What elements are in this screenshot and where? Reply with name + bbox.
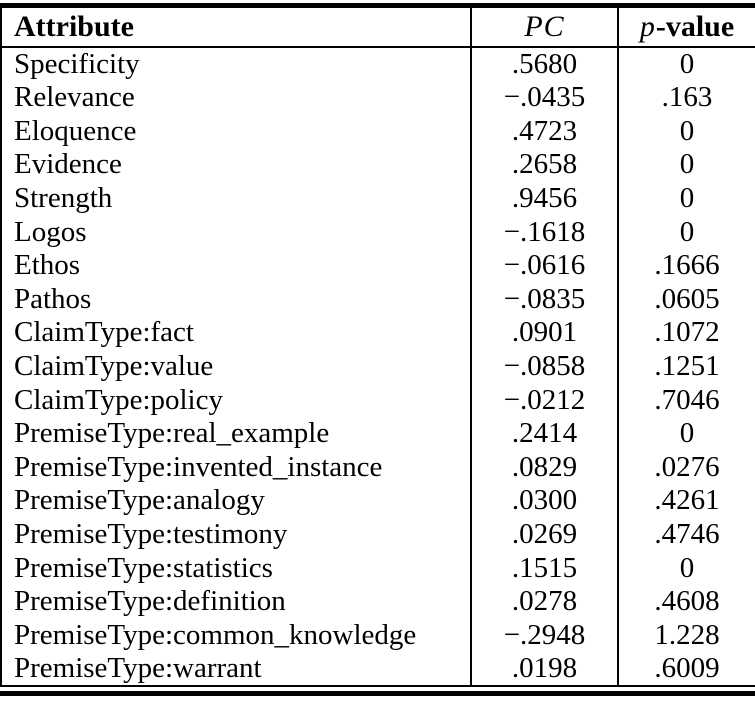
cell-p-value: 0: [618, 551, 755, 585]
table-row: [1, 249, 755, 283]
cell-attribute: Logos: [1, 215, 471, 249]
cell-attribute: Ethos: [1, 249, 471, 283]
table-row: [1, 182, 755, 216]
header-pc: [471, 8, 618, 47]
cell-p-value: 1.228: [618, 619, 755, 653]
cell-attribute: Eloquence: [1, 115, 471, 149]
table-row: [1, 383, 755, 417]
table-row: [1, 283, 755, 317]
table-row: [1, 518, 755, 552]
cell-attribute: PremiseType:definition: [1, 585, 471, 619]
header-row: [1, 8, 755, 47]
table-row: [1, 652, 755, 686]
cell-p-value: .0276: [618, 451, 755, 485]
cell-attribute: PremiseType:real_example: [1, 417, 471, 451]
cell-pc: −.1618: [471, 215, 618, 249]
cell-attribute: PremiseType:statistics: [1, 551, 471, 585]
table-row: [1, 215, 755, 249]
table-row: [1, 585, 755, 619]
cell-pc: −.0858: [471, 350, 618, 384]
cell-attribute: Relevance: [1, 81, 471, 115]
cell-attribute: Specificity: [1, 47, 471, 81]
cell-attribute: ClaimType:policy: [1, 383, 471, 417]
cell-pc: .2414: [471, 417, 618, 451]
cell-attribute: PremiseType:analogy: [1, 484, 471, 518]
table-row: [1, 451, 755, 485]
cell-p-value: 0: [618, 215, 755, 249]
cell-p-value: 0: [618, 182, 755, 216]
cell-attribute: ClaimType:value: [1, 350, 471, 384]
p-label-bold: -value: [655, 10, 735, 43]
table-row: [1, 619, 755, 653]
cell-pc: −.0212: [471, 383, 618, 417]
cell-p-value: .4261: [618, 484, 755, 518]
table-row: [1, 47, 755, 81]
cell-p-value: .4746: [618, 518, 755, 552]
cell-pc: .0198: [471, 652, 618, 686]
cell-pc: −.0616: [471, 249, 618, 283]
table-row: [1, 417, 755, 451]
cell-p-value: 0: [618, 115, 755, 149]
cell-pc: .0829: [471, 451, 618, 485]
table-row: [1, 551, 755, 585]
table-body: [1, 47, 755, 686]
cell-p-value: .7046: [618, 383, 755, 417]
table-row: [1, 148, 755, 182]
cell-pc: .0300: [471, 484, 618, 518]
data-table: [0, 8, 755, 687]
cell-pc: .0278: [471, 585, 618, 619]
cell-pc: −.0835: [471, 283, 618, 317]
cell-p-value: 0: [618, 417, 755, 451]
cell-pc: .0269: [471, 518, 618, 552]
pc-label: PC: [524, 10, 565, 43]
cell-pc: −.0435: [471, 81, 618, 115]
cell-pc: .2658: [471, 148, 618, 182]
cell-p-value: .6009: [618, 652, 755, 686]
cell-p-value: .1072: [618, 316, 755, 350]
p-label-italic: p: [639, 10, 656, 43]
cell-pc: .0901: [471, 316, 618, 350]
cell-pc: .4723: [471, 115, 618, 149]
cell-attribute: Evidence: [1, 148, 471, 182]
cell-attribute: ClaimType:fact: [1, 316, 471, 350]
cell-p-value: .4608: [618, 585, 755, 619]
cell-attribute: Strength: [1, 182, 471, 216]
cell-pc: .5680: [471, 47, 618, 81]
table-row: [1, 316, 755, 350]
header-attribute: Attribute: [1, 8, 471, 47]
cell-p-value: .1251: [618, 350, 755, 384]
cell-pc: −.2948: [471, 619, 618, 653]
cell-p-value: 0: [618, 148, 755, 182]
cell-attribute: PremiseType:warrant: [1, 652, 471, 686]
attribute-correlation-table: [0, 3, 755, 696]
table-row: [1, 350, 755, 384]
cell-p-value: .0605: [618, 283, 755, 317]
cell-attribute: PremiseType:common_knowledge: [1, 619, 471, 653]
cell-attribute: PremiseType:invented_instance: [1, 451, 471, 485]
cell-p-value: .1666: [618, 249, 755, 283]
cell-p-value: .163: [618, 81, 755, 115]
table-row: [1, 484, 755, 518]
cell-pc: .9456: [471, 182, 618, 216]
cell-pc: .1515: [471, 551, 618, 585]
table-row: [1, 115, 755, 149]
cell-attribute: PremiseType:testimony: [1, 518, 471, 552]
header-p-value: [618, 8, 755, 47]
cell-attribute: Pathos: [1, 283, 471, 317]
cell-p-value: 0: [618, 47, 755, 81]
table-row: [1, 81, 755, 115]
